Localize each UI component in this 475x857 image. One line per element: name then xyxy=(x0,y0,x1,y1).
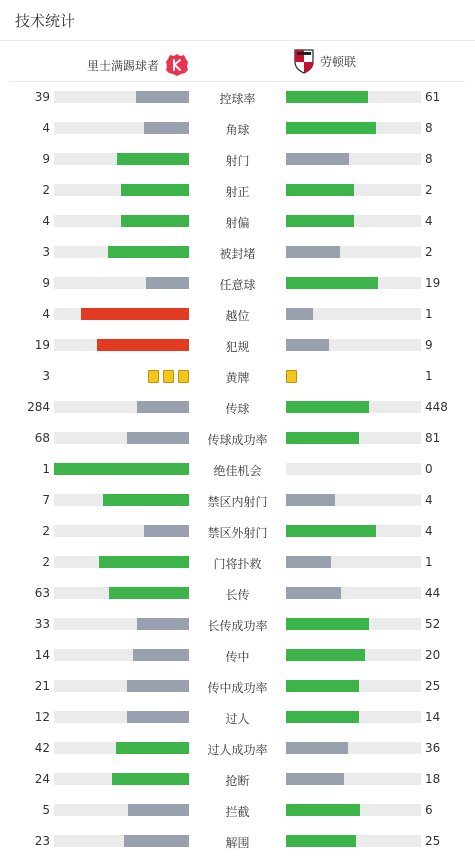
home-bar-fill xyxy=(99,556,189,568)
home-bar-fill xyxy=(136,91,189,103)
away-team xyxy=(294,48,356,74)
home-value: 5 xyxy=(42,803,50,817)
away-value: 0 xyxy=(425,462,433,476)
home-bar-track xyxy=(54,463,189,475)
home-bar-fill xyxy=(124,835,189,847)
home-value: 14 xyxy=(34,648,50,662)
stat-label: 黄牌 xyxy=(225,371,250,385)
away-bar-track xyxy=(286,556,421,568)
away-bar-track xyxy=(286,215,421,227)
home-bar-fill xyxy=(127,680,189,692)
away-bar-track xyxy=(286,277,421,289)
home-bar-track xyxy=(54,711,189,723)
away-value: 4 xyxy=(425,493,433,507)
away-bar-track xyxy=(286,711,421,723)
home-bar-fill xyxy=(81,308,189,320)
away-bar-fill xyxy=(286,494,335,506)
away-value: 14 xyxy=(425,710,441,724)
stat-label: 长传 xyxy=(225,588,250,602)
away-bar-track xyxy=(286,618,421,630)
away-bar-track xyxy=(286,153,421,165)
away-bar-track xyxy=(286,122,421,134)
away-bar-fill xyxy=(286,587,341,599)
stat-label: 被封堵 xyxy=(219,247,256,261)
away-bar-fill xyxy=(286,649,365,661)
away-bar-fill xyxy=(286,835,356,847)
stat-row xyxy=(0,143,475,174)
home-bar-track xyxy=(54,246,189,258)
away-bar-fill xyxy=(286,525,376,537)
away-bar-fill xyxy=(286,246,340,258)
away-bar-fill xyxy=(286,742,348,754)
home-bar-fill xyxy=(127,432,189,444)
home-bar-fill xyxy=(121,215,189,227)
away-value: 36 xyxy=(425,741,441,755)
home-value: 1 xyxy=(42,462,50,476)
home-bar-fill xyxy=(144,525,189,537)
away-bar-track xyxy=(286,463,421,475)
home-value: 4 xyxy=(42,121,50,135)
away-bar-fill xyxy=(286,432,359,444)
stat-label: 越位 xyxy=(225,309,250,323)
away-value: 4 xyxy=(425,524,433,538)
home-value: 2 xyxy=(42,555,50,569)
home-value: 3 xyxy=(42,369,50,383)
away-bar-track xyxy=(286,680,421,692)
away-value: 448 xyxy=(425,400,448,414)
home-value: 9 xyxy=(42,152,50,166)
yellow-card-icon xyxy=(148,370,159,383)
stat-row xyxy=(0,732,475,763)
away-bar-track xyxy=(286,91,421,103)
home-value: 9 xyxy=(42,276,50,290)
stat-label: 过人 xyxy=(225,712,250,726)
stat-label: 长传成功率 xyxy=(207,619,268,633)
lawton-shield-icon xyxy=(294,48,314,74)
stat-row xyxy=(0,329,475,360)
away-bar-fill xyxy=(286,215,354,227)
home-bar-track xyxy=(54,804,189,816)
home-value: 42 xyxy=(34,741,50,755)
home-bar-track xyxy=(54,773,189,785)
home-bar-fill xyxy=(137,618,189,630)
stat-label: 射偏 xyxy=(225,216,250,230)
away-bar-track xyxy=(286,184,421,196)
away-yellow-cards xyxy=(286,370,297,383)
stat-row xyxy=(0,701,475,732)
home-bar-fill xyxy=(121,184,189,196)
yellow-card-icon xyxy=(178,370,189,383)
stat-label: 传球 xyxy=(225,402,250,416)
home-value: 23 xyxy=(34,834,50,848)
home-bar-track xyxy=(54,742,189,754)
stat-row xyxy=(0,112,475,143)
home-yellow-cards xyxy=(148,370,189,383)
home-value: 68 xyxy=(34,431,50,445)
away-value: 18 xyxy=(425,772,441,786)
away-bar-fill xyxy=(286,804,360,816)
stat-row xyxy=(0,174,475,205)
stat-row xyxy=(0,546,475,577)
home-bar-fill xyxy=(116,742,189,754)
stat-row xyxy=(0,577,475,608)
away-value: 1 xyxy=(425,555,433,569)
home-bar-track xyxy=(54,215,189,227)
stat-label: 射门 xyxy=(225,154,250,168)
away-bar-track xyxy=(286,432,421,444)
away-bar-fill xyxy=(286,680,359,692)
away-bar-track xyxy=(286,246,421,258)
away-bar-track xyxy=(286,494,421,506)
home-value: 4 xyxy=(42,307,50,321)
home-bar-track xyxy=(54,525,189,537)
stat-row xyxy=(0,360,475,391)
home-bar-track xyxy=(54,494,189,506)
away-value: 61 xyxy=(425,90,441,104)
home-bar-track xyxy=(54,91,189,103)
stat-row xyxy=(0,515,475,546)
away-value: 20 xyxy=(425,648,441,662)
home-bar-fill xyxy=(127,711,189,723)
home-bar-track xyxy=(54,401,189,413)
stat-row xyxy=(0,422,475,453)
away-bar-track xyxy=(286,587,421,599)
away-value: 1 xyxy=(425,307,433,321)
home-team xyxy=(87,53,189,77)
away-bar-fill xyxy=(286,339,329,351)
away-value: 8 xyxy=(425,121,433,135)
yellow-card-icon xyxy=(286,370,297,383)
away-bar-track xyxy=(286,525,421,537)
stat-label: 传球成功率 xyxy=(207,433,268,447)
home-bar-track xyxy=(54,277,189,289)
home-bar-track xyxy=(54,556,189,568)
away-value: 8 xyxy=(425,152,433,166)
stat-row xyxy=(0,453,475,484)
stat-row xyxy=(0,391,475,422)
away-bar-fill xyxy=(286,773,344,785)
home-bar-fill xyxy=(112,773,189,785)
home-value: 33 xyxy=(34,617,50,631)
away-bar-track xyxy=(286,835,421,847)
away-bar-track xyxy=(286,742,421,754)
stat-label: 传中成功率 xyxy=(207,681,268,695)
away-value: 25 xyxy=(425,679,441,693)
stat-row xyxy=(0,639,475,670)
away-bar-fill xyxy=(286,91,368,103)
stat-row xyxy=(0,484,475,515)
away-bar-fill xyxy=(286,122,376,134)
away-bar-fill xyxy=(286,711,359,723)
home-value: 24 xyxy=(34,772,50,786)
stat-label: 角球 xyxy=(225,123,250,137)
home-value: 2 xyxy=(42,183,50,197)
home-bar-fill xyxy=(146,277,189,289)
stat-label: 犯规 xyxy=(225,340,250,354)
home-bar-track xyxy=(54,153,189,165)
home-bar-fill xyxy=(103,494,189,506)
away-value: 81 xyxy=(425,431,441,445)
stat-row xyxy=(0,298,475,329)
home-bar-track xyxy=(54,308,189,320)
home-value: 39 xyxy=(34,90,50,104)
page-title: 技术统计 xyxy=(15,12,76,30)
home-value: 2 xyxy=(42,524,50,538)
home-bar-fill xyxy=(54,463,189,475)
away-bar-track xyxy=(286,773,421,785)
stat-row xyxy=(0,205,475,236)
home-value: 21 xyxy=(34,679,50,693)
away-team-name: 劳顿联 xyxy=(320,54,357,69)
stat-label: 禁区外射门 xyxy=(207,526,268,540)
away-bar-fill xyxy=(286,308,313,320)
home-bar-track xyxy=(54,680,189,692)
home-bar-track xyxy=(54,122,189,134)
home-bar-fill xyxy=(97,339,189,351)
stat-label: 传中 xyxy=(225,650,250,664)
home-bar-track xyxy=(54,835,189,847)
away-value: 44 xyxy=(425,586,441,600)
home-value: 4 xyxy=(42,214,50,228)
away-value: 19 xyxy=(425,276,441,290)
home-value: 7 xyxy=(42,493,50,507)
home-value: 63 xyxy=(34,586,50,600)
richmond-crest-icon xyxy=(165,53,189,77)
home-value: 12 xyxy=(34,710,50,724)
home-bar-fill xyxy=(133,649,189,661)
home-bar-fill xyxy=(108,246,189,258)
stat-row xyxy=(0,763,475,794)
away-bar-fill xyxy=(286,618,369,630)
stat-label: 任意球 xyxy=(219,278,256,292)
stat-label: 射正 xyxy=(225,185,250,199)
stat-label: 绝佳机会 xyxy=(213,464,262,478)
home-value: 3 xyxy=(42,245,50,259)
stat-row xyxy=(0,236,475,267)
stat-label: 解围 xyxy=(225,836,250,850)
away-value: 6 xyxy=(425,803,433,817)
home-bar-fill xyxy=(137,401,189,413)
home-bar-fill xyxy=(117,153,189,165)
away-value: 1 xyxy=(425,369,433,383)
home-bar-track xyxy=(54,649,189,661)
stat-row xyxy=(0,825,475,856)
stat-label: 拦截 xyxy=(225,805,250,819)
away-bar-track xyxy=(286,649,421,661)
away-value: 2 xyxy=(425,245,433,259)
stat-label: 过人成功率 xyxy=(207,743,268,757)
away-bar-track xyxy=(286,308,421,320)
away-bar-fill xyxy=(286,556,331,568)
away-value: 52 xyxy=(425,617,441,631)
yellow-card-icon xyxy=(163,370,174,383)
away-bar-fill xyxy=(286,401,369,413)
away-bar-fill xyxy=(286,184,354,196)
home-bar-fill xyxy=(128,804,189,816)
away-value: 25 xyxy=(425,834,441,848)
stat-label: 门将扑救 xyxy=(213,557,262,571)
home-value: 284 xyxy=(27,400,50,414)
stat-row xyxy=(0,794,475,825)
home-bar-fill xyxy=(144,122,189,134)
home-bar-fill xyxy=(109,587,189,599)
away-bar-fill xyxy=(286,277,378,289)
stat-row xyxy=(0,670,475,701)
home-team-name: 里士满踢球者 xyxy=(86,58,159,73)
away-value: 4 xyxy=(425,214,433,228)
away-value: 9 xyxy=(425,338,433,352)
home-value: 19 xyxy=(34,338,50,352)
stat-label: 控球率 xyxy=(219,92,256,106)
away-value: 2 xyxy=(425,183,433,197)
stat-row xyxy=(0,81,475,112)
away-bar-fill xyxy=(286,153,349,165)
away-bar-track xyxy=(286,401,421,413)
stat-label: 禁区内射门 xyxy=(207,495,268,509)
away-bar-track xyxy=(286,339,421,351)
away-bar-track xyxy=(286,804,421,816)
stat-label: 抢断 xyxy=(225,774,250,788)
home-bar-track xyxy=(54,432,189,444)
home-bar-track xyxy=(54,184,189,196)
home-bar-track xyxy=(54,339,189,351)
stat-row xyxy=(0,267,475,298)
stat-row xyxy=(0,608,475,639)
teams-header xyxy=(0,41,475,81)
home-bar-track xyxy=(54,618,189,630)
title-bar xyxy=(0,0,475,41)
home-bar-track xyxy=(54,587,189,599)
